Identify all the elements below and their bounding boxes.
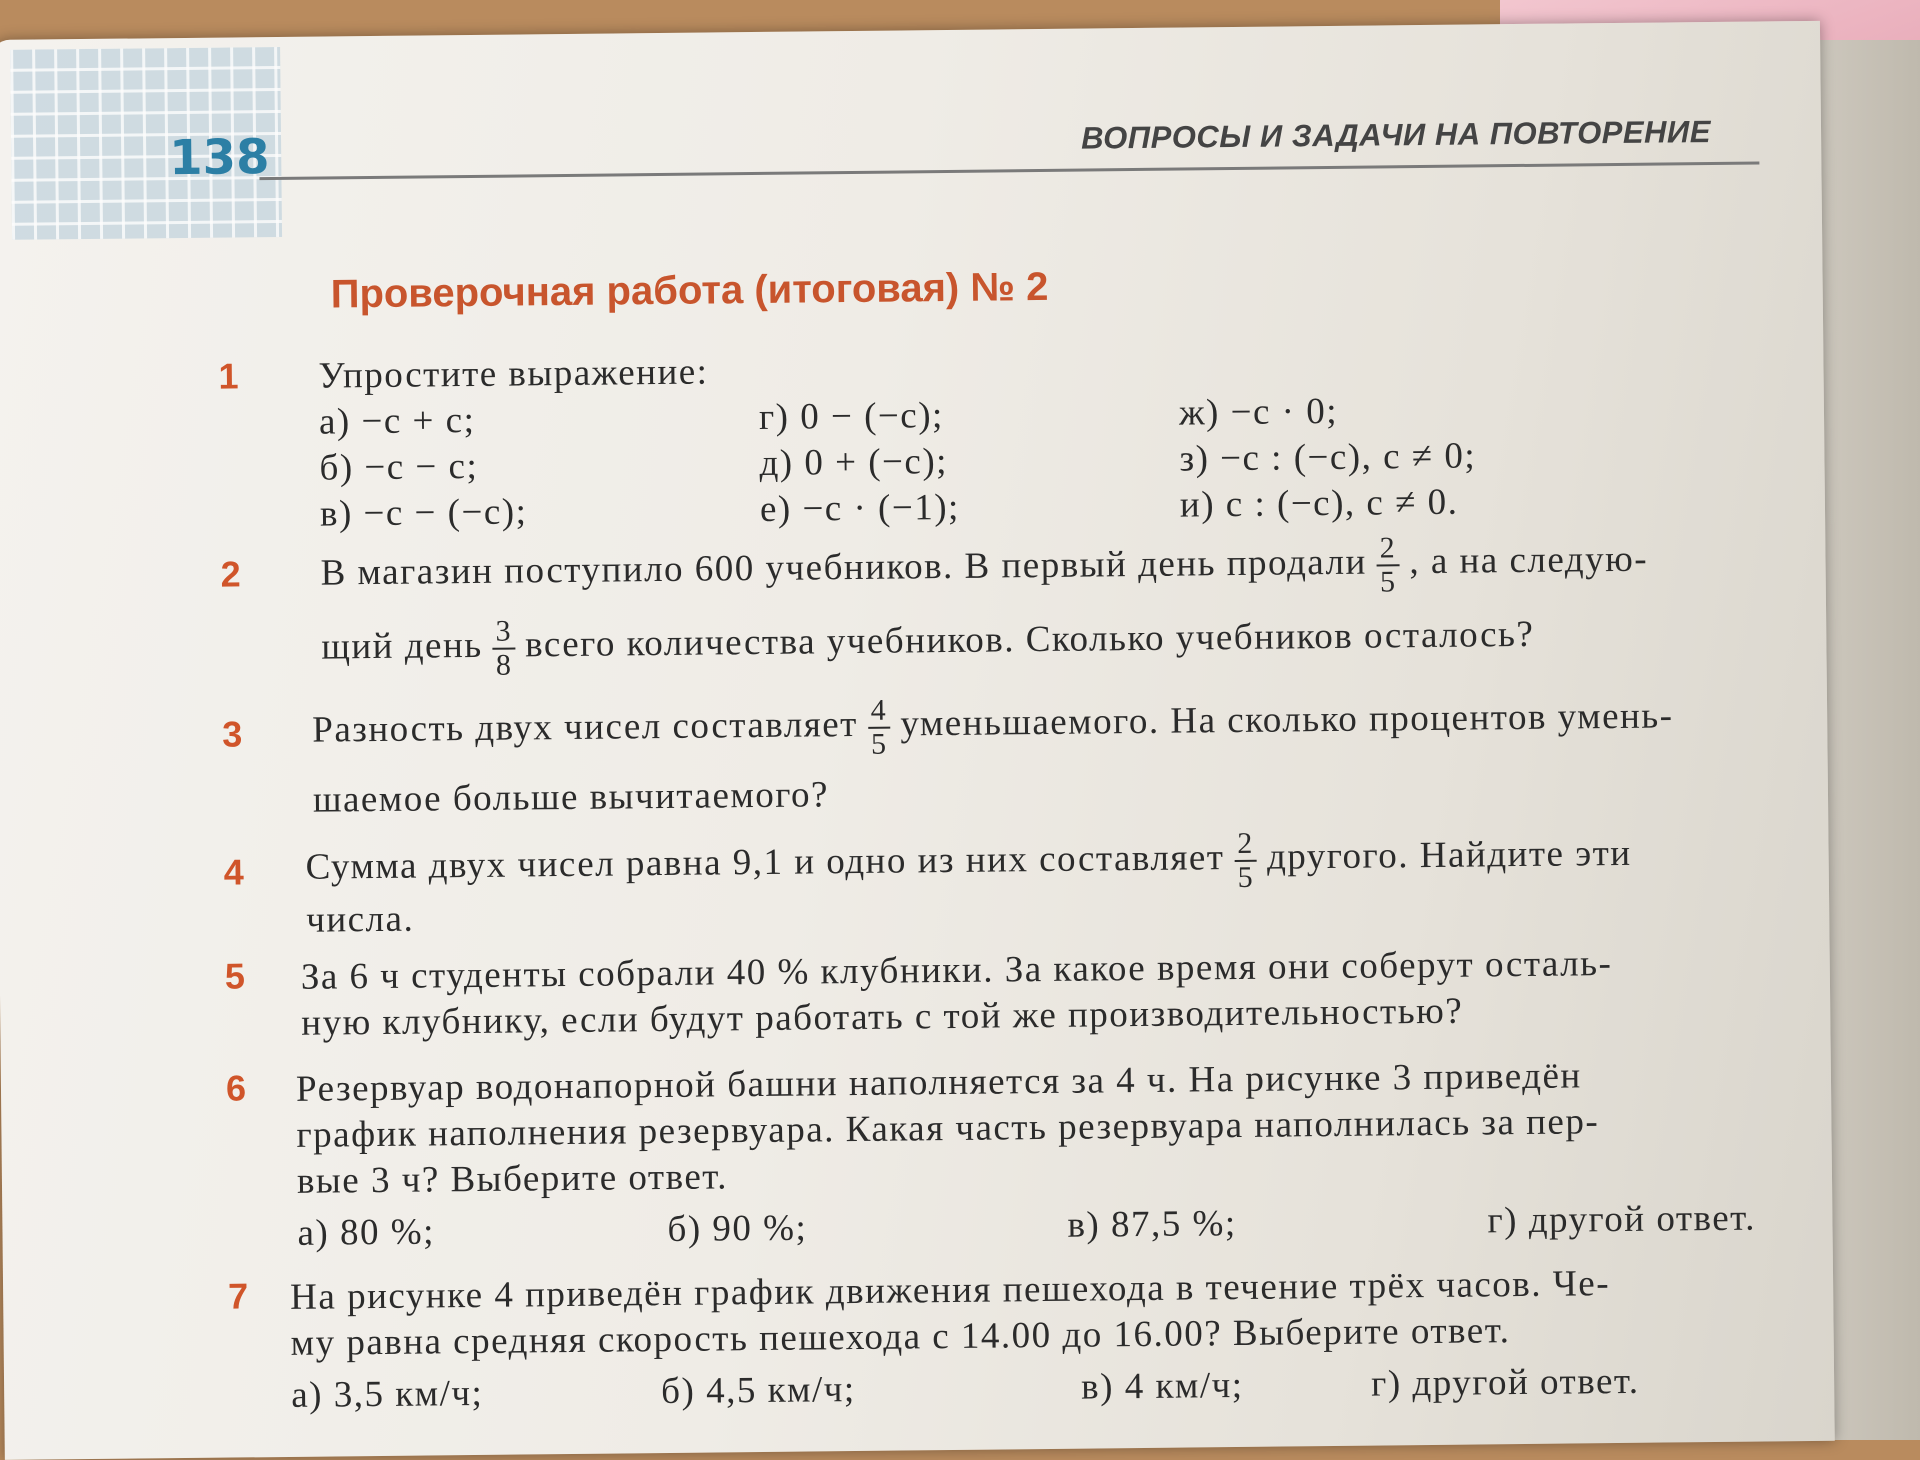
textbook-page	[0, 21, 1835, 1460]
text-line: За 6 ч студенты собрали 40 % клубники. За какое время они соберут осталь-	[300, 943, 1613, 998]
answer-option: б) 4,5 км/ч;	[660, 1369, 856, 1413]
text-line: шаемое больше вычитаемого?	[312, 773, 830, 821]
text-line: ную клубнику, если будут работать с той же производительностью?	[301, 990, 1464, 1044]
answer-options	[297, 1195, 1797, 1257]
text-line: На рисунке 4 приведён график движения пешехода в течение трёх часов. Че-	[289, 1263, 1611, 1318]
fraction	[492, 615, 515, 681]
task-number: 7	[227, 1275, 250, 1317]
answer-option: а) 3,5 км/ч;	[290, 1372, 484, 1416]
text-fragment: уменьшаемого. На сколько процентов умень-	[900, 695, 1674, 745]
text-fragment: , а на следую-	[1409, 538, 1649, 583]
option: б) −c − c;	[319, 445, 479, 489]
test-title: Проверочная работа (итоговая) № 2	[330, 264, 1049, 317]
fraction-denominator: 5	[1379, 564, 1397, 598]
fraction-numerator: 4	[868, 694, 891, 728]
option: а) −c + c;	[318, 399, 476, 443]
text-fragment: Разность двух чисел составляет	[312, 703, 859, 751]
task-number: 5	[224, 955, 247, 997]
task-number: 1	[218, 355, 241, 397]
option: з) −c : (−c), c ≠ 0;	[1179, 435, 1477, 480]
option: г) 0 − (−c);	[758, 395, 945, 438]
fraction-numerator: 3	[492, 615, 515, 649]
text-line: Резервуар водонапорной башни наполняется за 4 ч. На рисунке 3 приведён	[295, 1055, 1582, 1110]
text-fragment: В магазин поступило 600 учебников. В первый день продали	[320, 541, 1368, 594]
answer-options	[291, 1357, 1791, 1419]
answer-option: в) 87,5 %;	[1067, 1203, 1237, 1246]
answer-option: г) другой ответ.	[1370, 1360, 1640, 1405]
text-line: числа.	[306, 898, 415, 941]
answer-option: а) 80 %;	[297, 1211, 436, 1254]
fraction-numerator: 2	[1234, 827, 1257, 861]
fraction	[1234, 827, 1257, 893]
task-3	[222, 681, 1802, 821]
task-number: 4	[223, 851, 246, 893]
task-number: 3	[222, 713, 245, 755]
text-line	[320, 521, 1821, 611]
option: в) −c − (−c);	[319, 491, 528, 535]
text-fragment: всего количества учебников. Сколько учебников осталось?	[524, 613, 1535, 666]
answer-option: в) 4 км/ч;	[1080, 1364, 1244, 1408]
text-line: вые 3 ч? Выберите ответ.	[296, 1156, 729, 1202]
task-1	[218, 339, 1798, 535]
fraction-denominator: 5	[870, 727, 888, 761]
text-fragment: Сумма двух чисел равна 9,1 и одно из них составляет	[305, 837, 1225, 888]
task-6	[225, 1051, 1806, 1254]
answer-option: б) 90 %;	[667, 1207, 808, 1250]
task-number: 2	[220, 553, 243, 595]
fraction	[868, 694, 891, 760]
option: ж) −c · 0;	[1178, 390, 1339, 434]
text-line	[321, 595, 1822, 685]
text-line: му равна средняя скорость пешехода с 14.00 до 16.00? Выберите ответ.	[290, 1310, 1511, 1364]
fraction-denominator: 8	[495, 648, 513, 682]
task-number: 6	[225, 1067, 248, 1109]
option: е) −c · (−1);	[759, 486, 961, 530]
section-header: ВОПРОСЫ И ЗАДАЧИ НА ПОВТОРЕНИЕ	[1080, 113, 1712, 156]
task-5	[224, 939, 1805, 1044]
fraction-numerator: 2	[1377, 532, 1400, 566]
text-fragment: щий день	[321, 624, 483, 668]
page-number: 138	[168, 129, 270, 187]
option: и) c : (−c), c ≠ 0.	[1179, 481, 1459, 526]
fraction	[1377, 532, 1400, 598]
task-text: Упростите выражение:	[318, 351, 709, 397]
task-7	[227, 1259, 1808, 1416]
text-fragment: другого. Найдите эти	[1266, 832, 1632, 878]
header-rule	[259, 161, 1759, 180]
option: д) 0 + (−c);	[759, 440, 949, 484]
fraction-denominator: 5	[1237, 860, 1255, 894]
answer-option: г) другой ответ.	[1487, 1197, 1757, 1242]
text-line: график наполнения резервуара. Какая часть резервуара наполнилась за пер-	[296, 1101, 1600, 1156]
options-grid	[319, 385, 1820, 537]
